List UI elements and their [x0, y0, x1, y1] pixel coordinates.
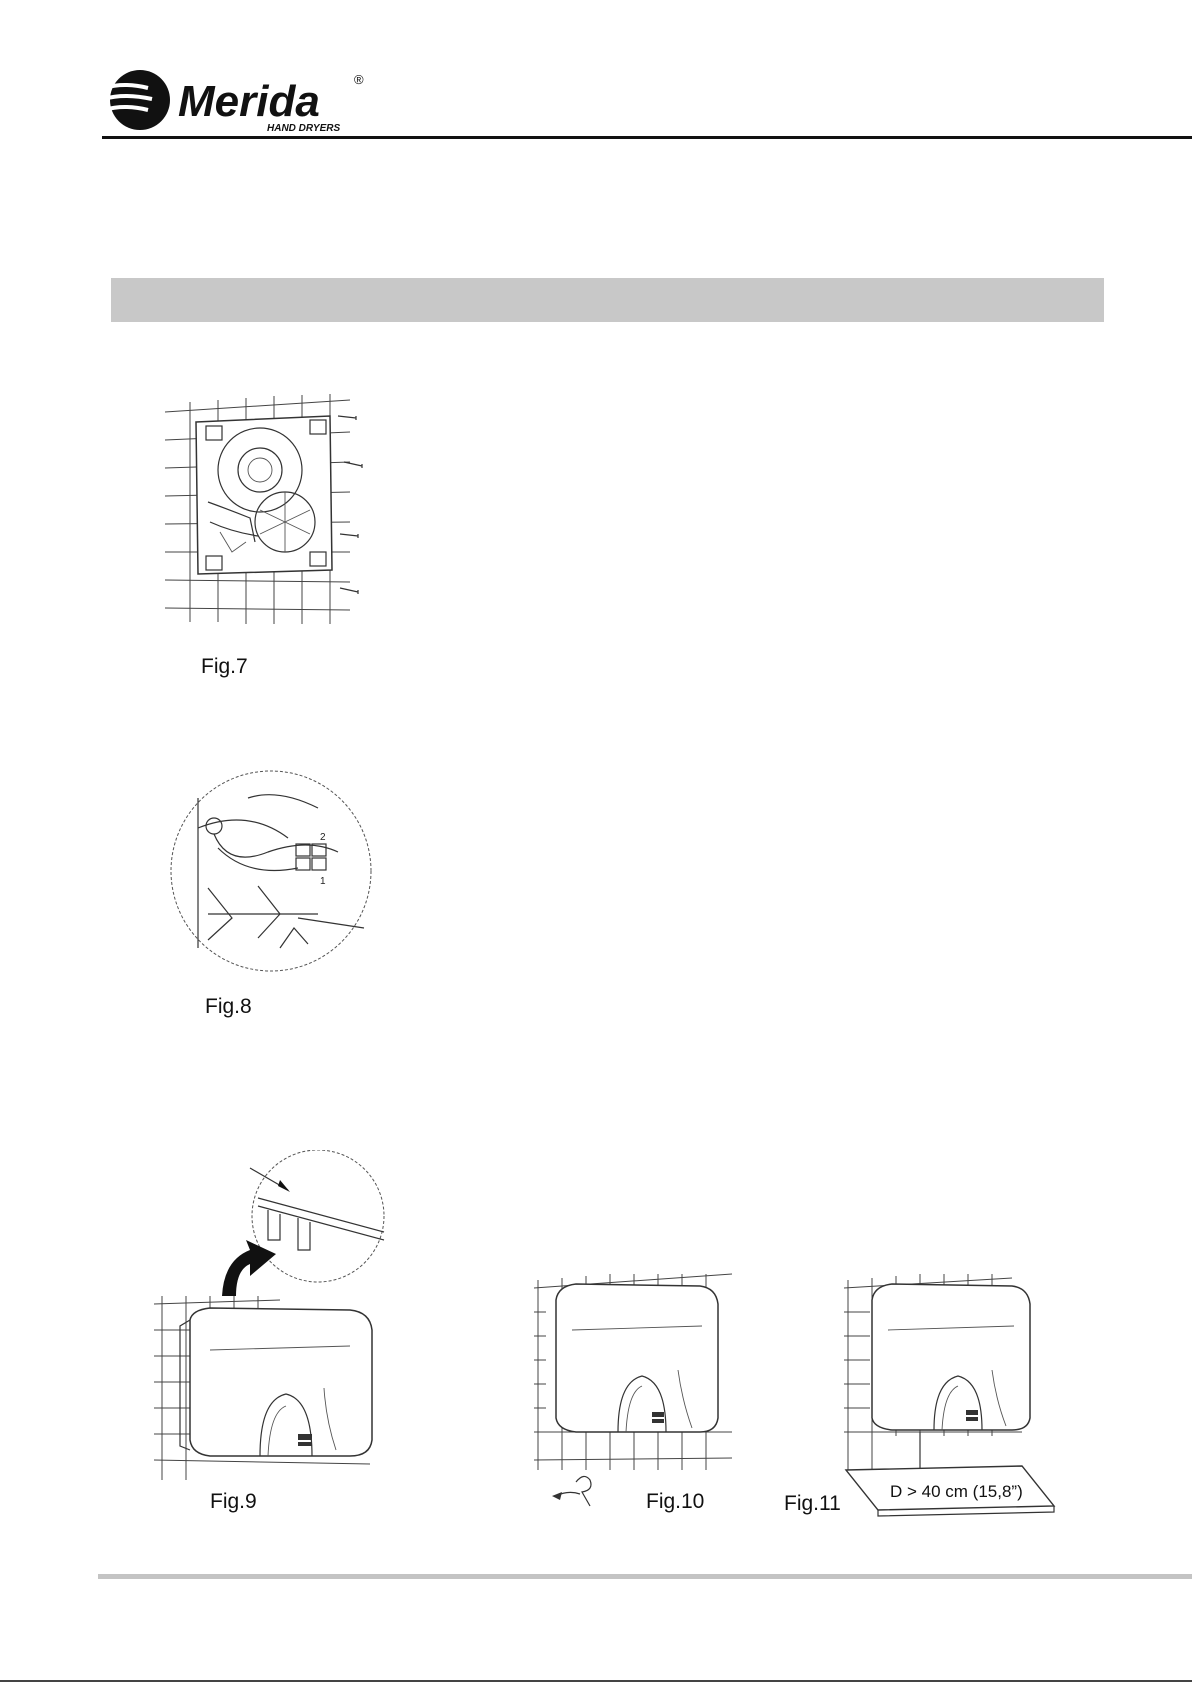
footer-rule [98, 1574, 1192, 1579]
fig11-label: Fig.11 [784, 1492, 841, 1515]
merida-logo [104, 66, 374, 136]
fig7-label: Fig.7 [201, 655, 248, 678]
fig9-label: Fig.9 [210, 1490, 257, 1513]
dryer-base-mounting-icon [160, 392, 380, 637]
svg-text:2: 2 [320, 832, 326, 843]
clearance-dimension-label: D > 40 cm (15,8”) [890, 1482, 1023, 1501]
header-rule [102, 136, 1192, 139]
registered-mark: ® [354, 72, 364, 87]
svg-text:1: 1 [320, 876, 326, 887]
merida-logo-mark-icon [104, 66, 374, 136]
fig8-label: Fig.8 [205, 995, 252, 1018]
fig10-label: Fig.10 [646, 1490, 705, 1513]
wiring-terminal-closeup-icon [168, 768, 374, 974]
section-heading-bar [111, 278, 1104, 322]
screw-fastening-icon [532, 1270, 742, 1510]
bottom-edge-rule [0, 1680, 1192, 1682]
cover-hooking-icon [150, 1150, 390, 1490]
brand-tagline: HAND DRYERS [267, 123, 341, 134]
brand-wordmark: Merida [178, 77, 320, 126]
